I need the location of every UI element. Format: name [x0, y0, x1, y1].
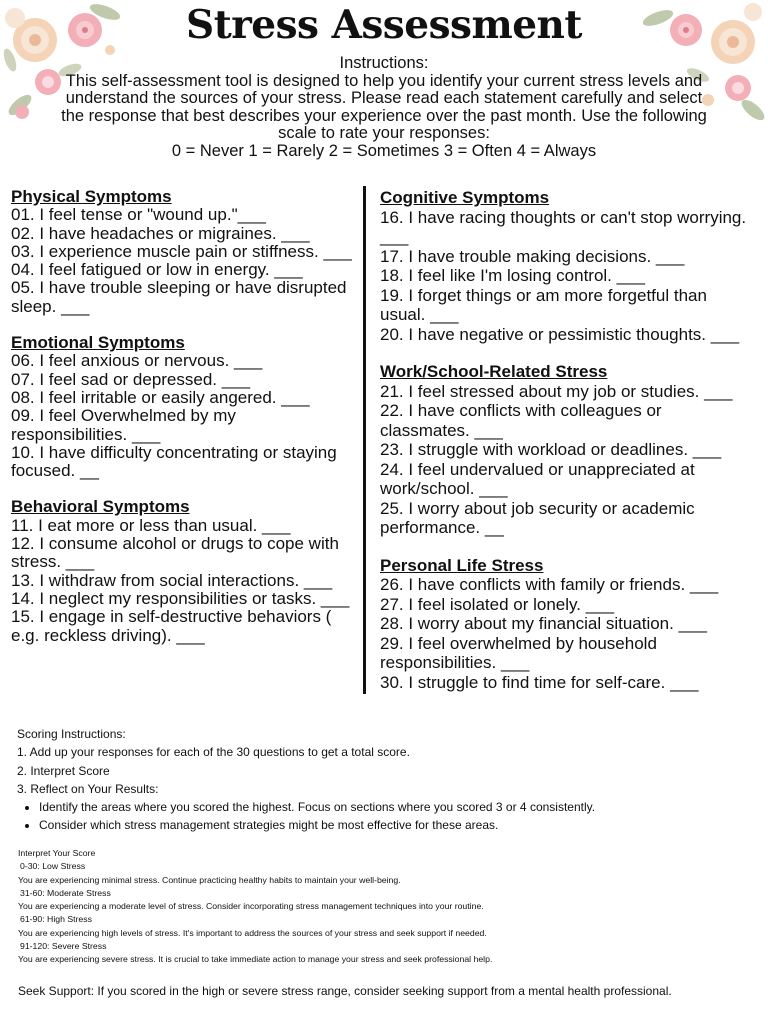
- interpret-heading: Interpret Your Score: [18, 848, 96, 858]
- question-item: 04. I feel fatigued or low in energy. ___: [11, 260, 303, 280]
- question-item: 22. I have conflicts with colleagues or classmates. ___: [380, 401, 662, 440]
- scoring-instructions: [17, 725, 747, 835]
- question-item: 08. I feel irritable or easily angered. ___: [11, 387, 310, 407]
- question-item: 17. I have trouble making decisions. ___: [380, 246, 685, 266]
- score-range-description: You are experiencing severe stress. It is crucial to take immediate action to manage your stress and seek professional help.: [18, 954, 493, 965]
- section-title: Personal Life Stress: [380, 555, 544, 575]
- question-item: 05. I have trouble sleeping or have disrupted sleep. ___: [11, 278, 347, 316]
- question-item: 03. I experience muscle pain or stiffness. ___: [11, 241, 352, 261]
- question-item: 09. I feel Overwhelmed by my responsibilities. ___: [11, 406, 236, 444]
- question-item: 30. I struggle to find time for self-care. ___: [380, 672, 699, 692]
- question-item: 27. I feel isolated or lonely. ___: [380, 594, 615, 614]
- page-title: Stress Assessment: [186, 2, 582, 48]
- reflection-bullet: • Identify the areas where you scored the highest. Focus on sections where you scored 3 or 4 consistently.: [39, 798, 747, 816]
- question-item: 12. I consume alcohol or drugs to cope with stress. ___: [11, 534, 339, 572]
- question-item: 01. I feel tense or "wound up."___: [11, 205, 266, 225]
- question-item: 24. I feel undervalued or unappreciated at work/school. ___: [380, 459, 695, 498]
- question-item: 20. I have negative or pessimistic thoughts. ___: [380, 324, 740, 344]
- seek-support-note: Seek Support: If you scored in the high or severe stress range, consider seeking support from a mental health professional.: [18, 984, 672, 998]
- question-item: 10. I have difficulty concentrating or staying focused. __: [11, 442, 337, 481]
- score-range: 0-30: Low Stress: [20, 861, 86, 872]
- section-title: Physical Symptoms: [11, 187, 172, 206]
- score-range-description: You are experiencing a moderate level of stress. Consider incorporating stress management techniques into your routine.: [18, 901, 484, 912]
- question-item: 13. I withdraw from social interactions. ___: [11, 570, 333, 590]
- interpret-score: [18, 847, 748, 967]
- question-item: 14. I neglect my responsibilities or tasks. ___: [11, 588, 350, 608]
- question-item: 18. I feel like I'm losing control. ___: [380, 266, 645, 285]
- section-title: Work/School-Related Stress: [380, 362, 608, 381]
- question-item: 19. I forget things or am more forgetful than usual. ___: [380, 285, 707, 324]
- question-item: 02. I have headaches or migraines. ___: [11, 223, 310, 243]
- column-divider: [363, 186, 366, 694]
- instructions-block: [60, 55, 708, 161]
- section-title: Behavioral Symptoms: [11, 497, 190, 517]
- left-column: [11, 188, 356, 663]
- section-cognitive-symptoms: [380, 188, 755, 344]
- question-item: 21. I feel stressed about my job or studies. ___: [380, 381, 733, 401]
- score-range: 61-90: High Stress: [20, 914, 92, 925]
- question-item: 16. I have racing thoughts or can't stop worrying. ___: [380, 207, 747, 246]
- scoring-step: 2. Interpret Score: [17, 763, 110, 778]
- scoring-step: 1. Add up your responses for each of the 30 questions to get a total score.: [17, 745, 410, 760]
- section-personal-life-stress: [380, 556, 755, 693]
- question-item: 29. I feel overwhelmed by household responsibilities. ___: [380, 633, 657, 672]
- instructions-body: This self-assessment tool is designed to help you identify your current stress levels and understand the sources of your stress. Please read each statement carefully and select the response that best describes your experience over the past month. Use the following scale to rate your responses:: [61, 71, 707, 143]
- scoring-step: 3. Reflect on Your Results:: [17, 781, 159, 796]
- section-title: Cognitive Symptoms: [380, 188, 550, 207]
- question-item: 28. I worry about my financial situation. ___: [380, 614, 707, 633]
- section-emotional-symptoms: [11, 334, 356, 480]
- section-behavioral-symptoms: [11, 498, 356, 644]
- reflection-bullet: • Consider which stress management strategies might be most effective for these areas.: [39, 816, 747, 834]
- section-title: Emotional Symptoms: [11, 333, 185, 353]
- reflection-list: [17, 798, 747, 835]
- question-item: 23. I struggle with workload or deadlines. ___: [380, 440, 722, 459]
- question-item: 26. I have conflicts with family or friends. ___: [380, 575, 719, 594]
- section-work-school-stress: [380, 362, 755, 538]
- right-column: [380, 188, 755, 710]
- question-item: 07. I feel sad or depressed. ___: [11, 369, 251, 389]
- score-range: 91-120: Severe Stress: [20, 941, 107, 952]
- score-range-description: You are experiencing minimal stress. Continue practicing healthy habits to maintain your well-being.: [18, 874, 401, 885]
- rating-scale: 0 = Never 1 = Rarely 2 = Sometimes 3 = Often 4 = Always: [171, 141, 597, 160]
- section-physical-symptoms: [11, 188, 356, 316]
- question-item: 11. I eat more or less than usual. ___: [11, 515, 291, 535]
- instructions-heading: Instructions:: [339, 54, 429, 72]
- question-item: 06. I feel anxious or nervous. ___: [11, 351, 263, 371]
- score-range: 31-60: Moderate Stress: [20, 887, 111, 898]
- question-item: 15. I engage in self-destructive behaviors ( e.g. reckless driving). ___: [11, 607, 332, 645]
- question-item: 25. I worry about job security or academic performance. __: [380, 498, 695, 537]
- scoring-heading: Scoring Instructions:: [17, 727, 126, 741]
- score-range-description: You are experiencing high levels of stress. It's important to address the sources of your stress and seek support if needed.: [18, 927, 487, 938]
